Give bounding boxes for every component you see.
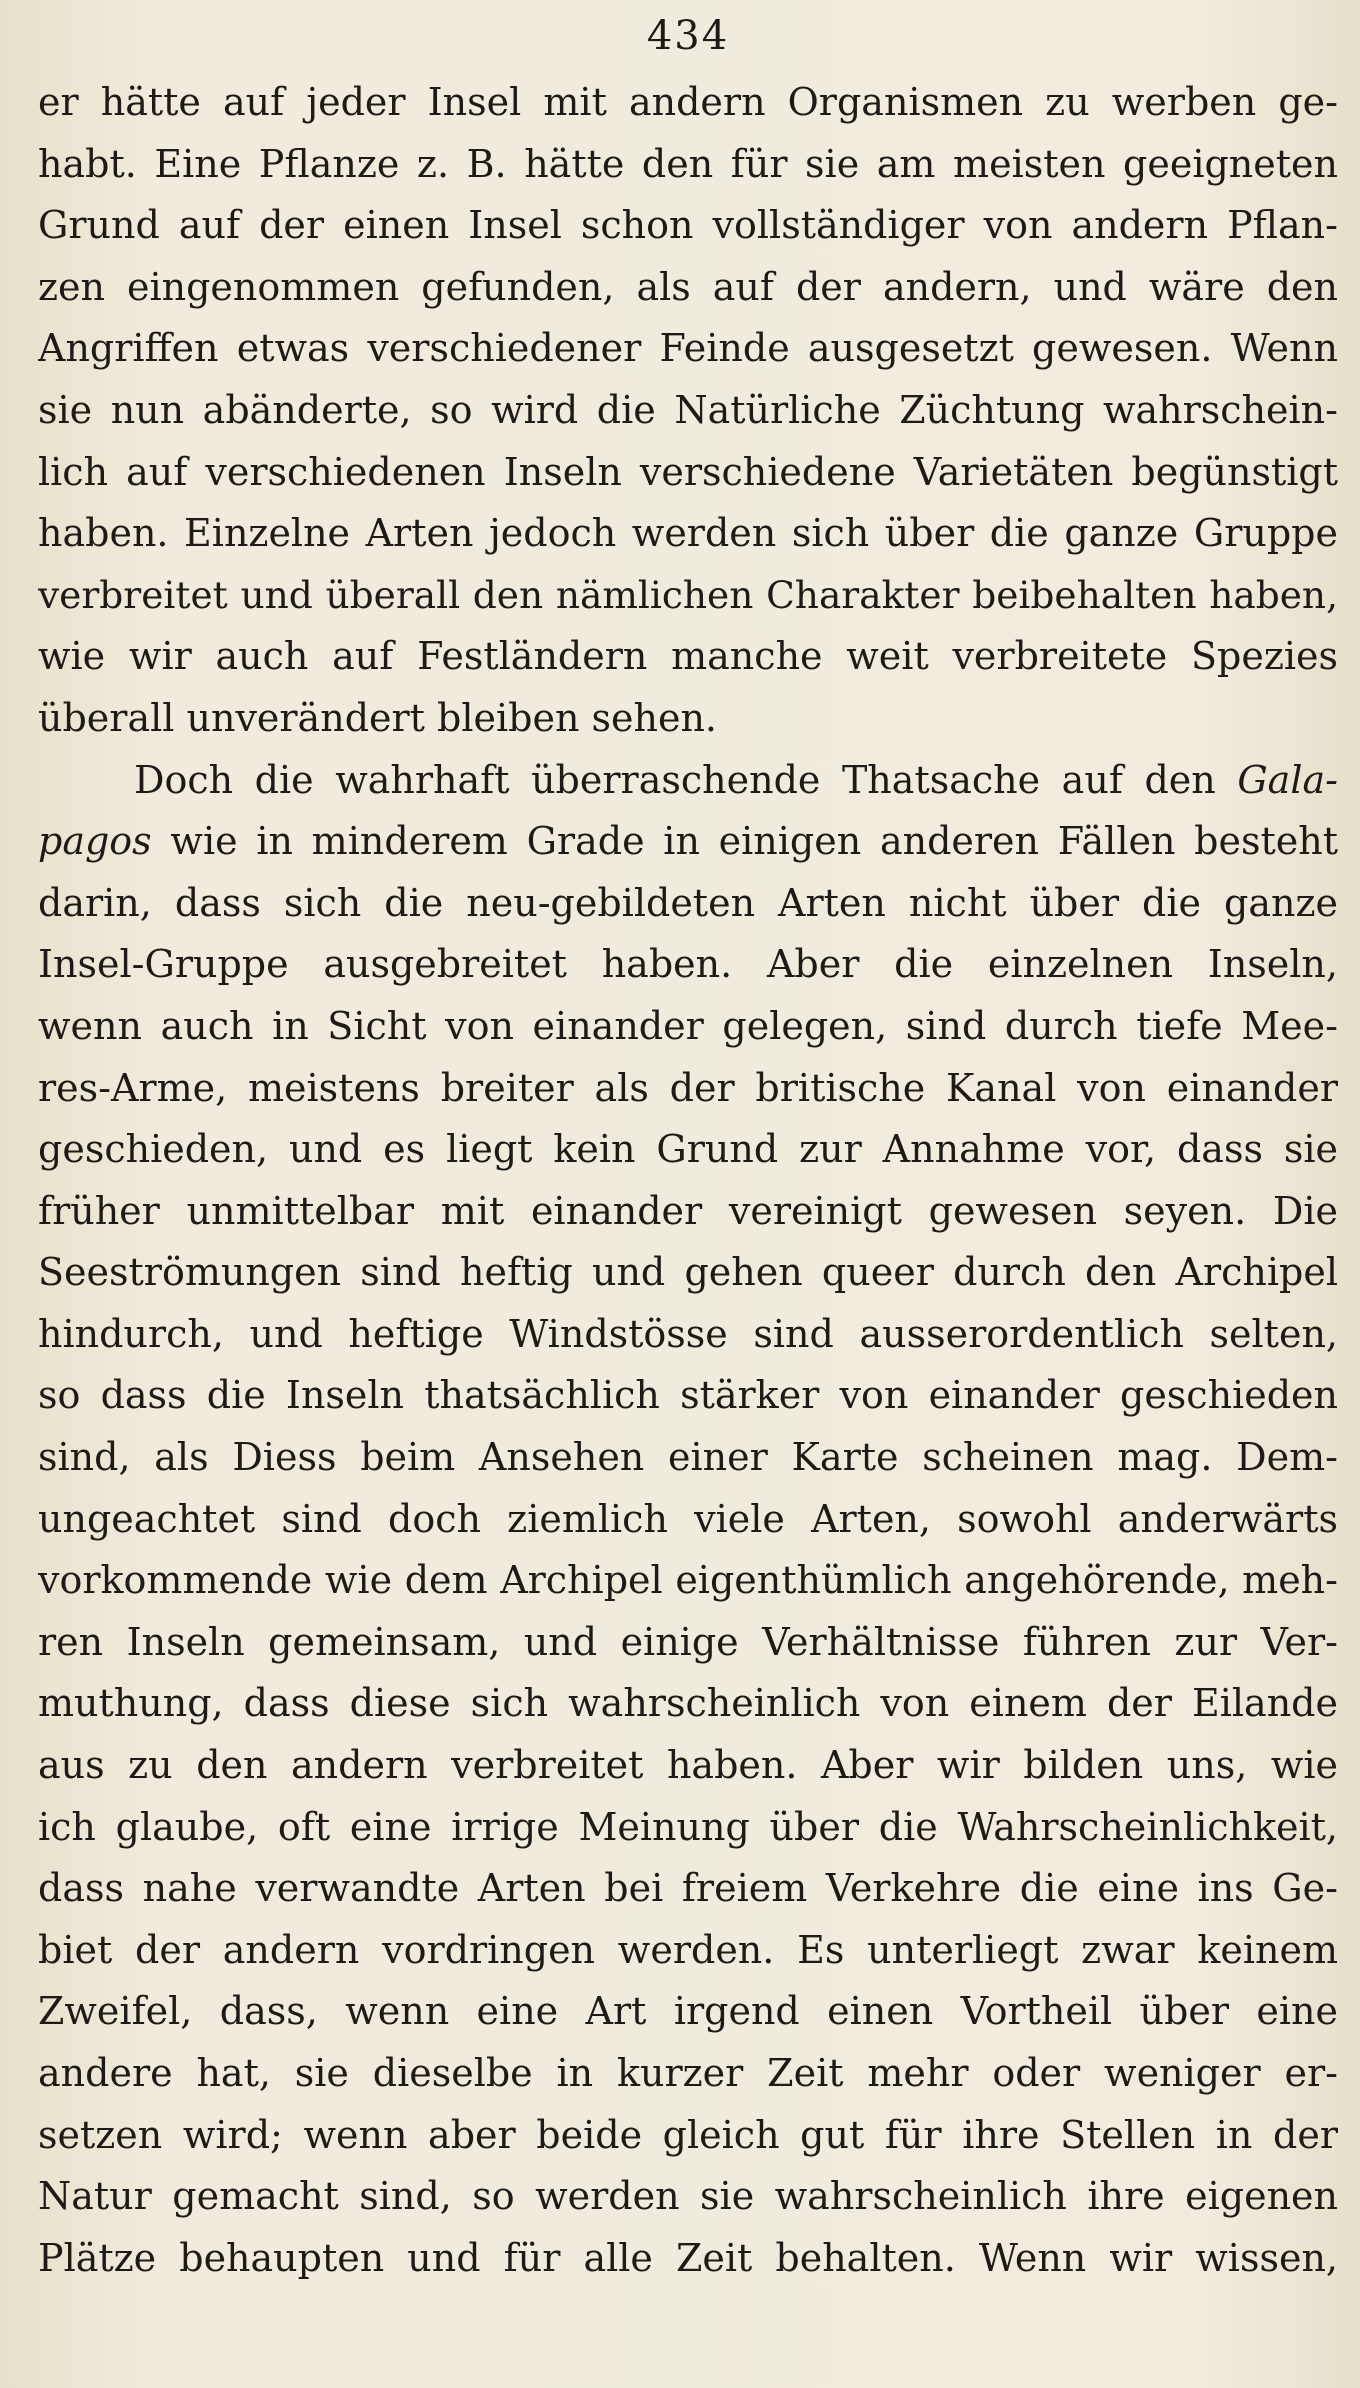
text-line: vorkommende wie dem Archipel eigenthümlich angehörende, meh- bbox=[38, 1558, 1338, 1603]
text-line: so dass die Inseln thatsächlich stärker von einander geschieden bbox=[38, 1373, 1338, 1418]
text-line: ungeachtet sind doch ziemlich viele Arten, sowohl anderwärts bbox=[38, 1496, 1338, 1541]
text-line: Angriffen etwas verschiedener Feinde ausgesetzt gewesen. Wenn bbox=[38, 326, 1338, 371]
paragraph-start-line bbox=[38, 750, 1338, 812]
text-line: ich glaube, oft eine irrige Meinung über die Wahrscheinlichkeit, bbox=[38, 1804, 1338, 1849]
text-line: andere hat, sie dieselbe in kurzer Zeit mehr oder weniger er- bbox=[38, 2051, 1338, 2095]
italic-place-name: pagos bbox=[38, 819, 152, 864]
text-line: setzen wird; wenn aber beide gleich gut für ihre Stellen in der bbox=[38, 2112, 1338, 2157]
text-line: verbreitet und überall den nämlichen Charakter beibehalten haben, bbox=[38, 572, 1338, 617]
text-line: biet der andern vordringen werden. Es unterliegt zwar keinem bbox=[38, 1927, 1338, 1972]
text-line: wenn auch in Sicht von einander gelegen, sind durch tiefe Mee- bbox=[38, 1003, 1338, 1048]
text-line: muthung, dass diese sich wahrscheinlich von einem der Eilande bbox=[38, 1681, 1338, 1726]
text-line: sind, als Diess beim Ansehen einer Karte scheinen mag. Dem- bbox=[38, 1435, 1338, 1480]
text-line: habt. Eine Pflanze z. B. hätte den für sie am meisten geeigneten bbox=[38, 141, 1338, 186]
italic-place-name: Gala- bbox=[1237, 757, 1338, 802]
paragraph-end-line: überall unverändert bleiben sehen. bbox=[38, 695, 718, 740]
text-line: Zweifel, dass, wenn eine Art irgend einen Vortheil über eine bbox=[38, 1989, 1338, 2034]
text-line: wie wir auch auf Festländern manche weit verbreitete Spezies bbox=[38, 634, 1338, 679]
text-line: aus zu den andern verbreitet haben. Aber wir bilden uns, wie bbox=[38, 1743, 1338, 1788]
text-line: haben. Einzelne Arten jedoch werden sich über die ganze Gruppe bbox=[38, 511, 1338, 556]
body-text bbox=[38, 72, 1338, 2289]
text-line: Plätze behaupten und für alle Zeit behalten. Wenn wir wissen, bbox=[38, 2235, 1338, 2280]
text-line: geschieden, und es liegt kein Grund zur Annahme vor, dass sie bbox=[38, 1127, 1338, 1172]
text-line: Insel-Gruppe ausgebreitet haben. Aber die einzelnen Inseln, bbox=[38, 942, 1338, 987]
text-line: hindurch, und heftige Windstösse sind ausserordentlich selten, bbox=[38, 1311, 1338, 1356]
text-line: Grund auf der einen Insel schon vollständiger von andern Pflan- bbox=[38, 203, 1338, 248]
text-line: zen eingenommen gefunden, als auf der andern, und wäre den bbox=[38, 264, 1338, 309]
text-line: res-Arme, meistens breiter als der britische Kanal von einander bbox=[38, 1065, 1338, 1110]
text-line: sie nun abänderte, so wird die Natürliche Züchtung wahrschein- bbox=[38, 387, 1338, 432]
text-line: darin, dass sich die neu-gebildeten Arten nicht über die ganze bbox=[38, 880, 1338, 925]
text-line: Seeströmungen sind heftig und gehen queer durch den Archipel bbox=[38, 1250, 1338, 1295]
page-number: 434 bbox=[646, 13, 730, 59]
text-line bbox=[38, 811, 1338, 873]
text-line: ren Inseln gemeinsam, und einige Verhältnisse führen zur Ver- bbox=[38, 1619, 1338, 1664]
text-line: er hätte auf jeder Insel mit andern Organismen zu werben ge- bbox=[38, 80, 1338, 124]
line-text: wie in minderem Grade in einigen anderen Fällen besteht bbox=[151, 819, 1338, 864]
line-text: Doch die wahrhaft überraschende Thatsache auf den bbox=[134, 757, 1238, 802]
text-line: lich auf verschiedenen Inseln verschiedene Varietäten begünstigt bbox=[38, 449, 1338, 494]
text-line: Natur gemacht sind, so werden sie wahrscheinlich ihre eigenen bbox=[38, 2174, 1338, 2219]
text-line: dass nahe verwandte Arten bei freiem Verkehre die eine ins Ge- bbox=[38, 1866, 1338, 1911]
text-line: früher unmittelbar mit einander vereinigt gewesen seyen. Die bbox=[38, 1188, 1338, 1233]
